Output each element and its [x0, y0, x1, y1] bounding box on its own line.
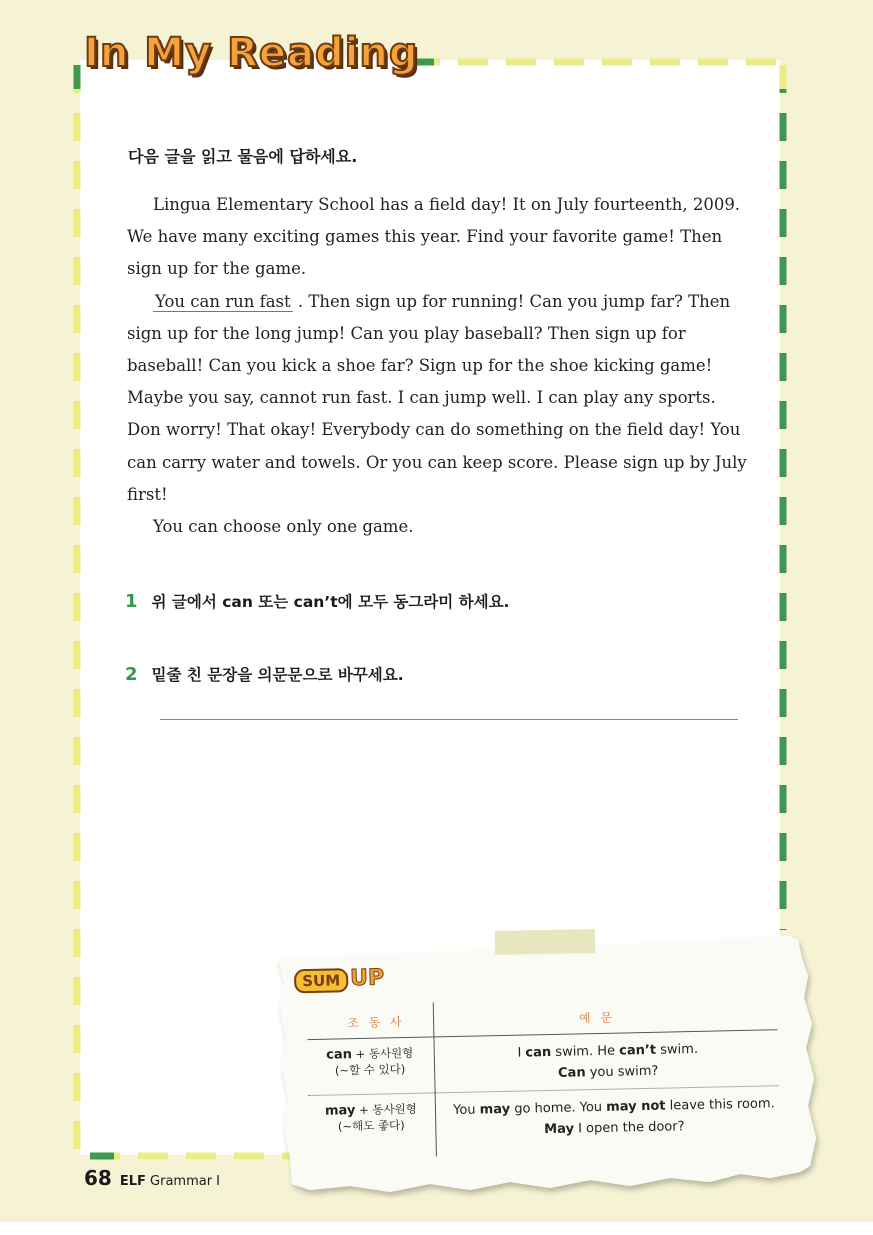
instruction-text: 다음 글을 읽고 물음에 답하세요.: [128, 147, 358, 166]
example-cell-can: I can swim. He can’t swim. Can you swim?: [517, 1041, 699, 1081]
aux-cell-may: may + 동사원형 (~해도 좋다): [324, 1101, 417, 1134]
aux-cell-can: can + 동사원형 (~할 수 있다): [326, 1045, 414, 1078]
question-1: [125, 590, 509, 612]
page-footer: [84, 1166, 220, 1190]
col-header-example: 예 문: [578, 1010, 616, 1026]
col-header-aux: 조 동 사: [346, 1015, 405, 1031]
question-number: 2: [125, 664, 138, 685]
question-text: 위 글에서 can 또는 can’t에 모두 동그라미 하세요.: [151, 593, 510, 611]
sum-up-logo: SUM UP: [294, 965, 384, 992]
reading-passage: [127, 189, 747, 543]
column-divider: [433, 1002, 437, 1156]
passage-paragraph-1: Lingua Elementary School has a field day! It on July fourteenth, 2009. We have many exciting games this year. Find your favorite game! Then sign up for the game.: [127, 195, 741, 279]
section-title: In My Reading: [84, 30, 419, 76]
page-number: 68: [84, 1166, 112, 1190]
sum-up-note: [270, 928, 830, 1198]
passage-paragraph-2: You can run fast . Then sign up for running! Can you jump far? Then sign up for the long jump! Can you play baseball? Then sign up for baseball! Can you kick a shoe far? Sign up for the shoe kicking game! Maybe you say, cannot run fast. I can jump well. I can play any sports. Don worry! That okay! Everybody can do something on the field day! You can carry water and towels. Or you can keep score. Please sign up by July first!: [127, 291, 747, 504]
sum-up-content: [267, 922, 833, 1204]
passage-paragraph-3: You can choose only one game.: [153, 517, 414, 537]
question-text: 밑줄 친 문장을 의문문으로 바꾸세요.: [151, 666, 404, 684]
book-title: ELF Grammar I: [119, 1174, 221, 1189]
underlined-sentence: You can run fast: [155, 291, 291, 311]
question-2: [125, 663, 404, 685]
example-cell-may: You may go home. You may not leave this room. May I open the door?: [453, 1096, 775, 1138]
answer-line[interactable]: [160, 719, 738, 720]
question-number: 1: [125, 591, 138, 612]
